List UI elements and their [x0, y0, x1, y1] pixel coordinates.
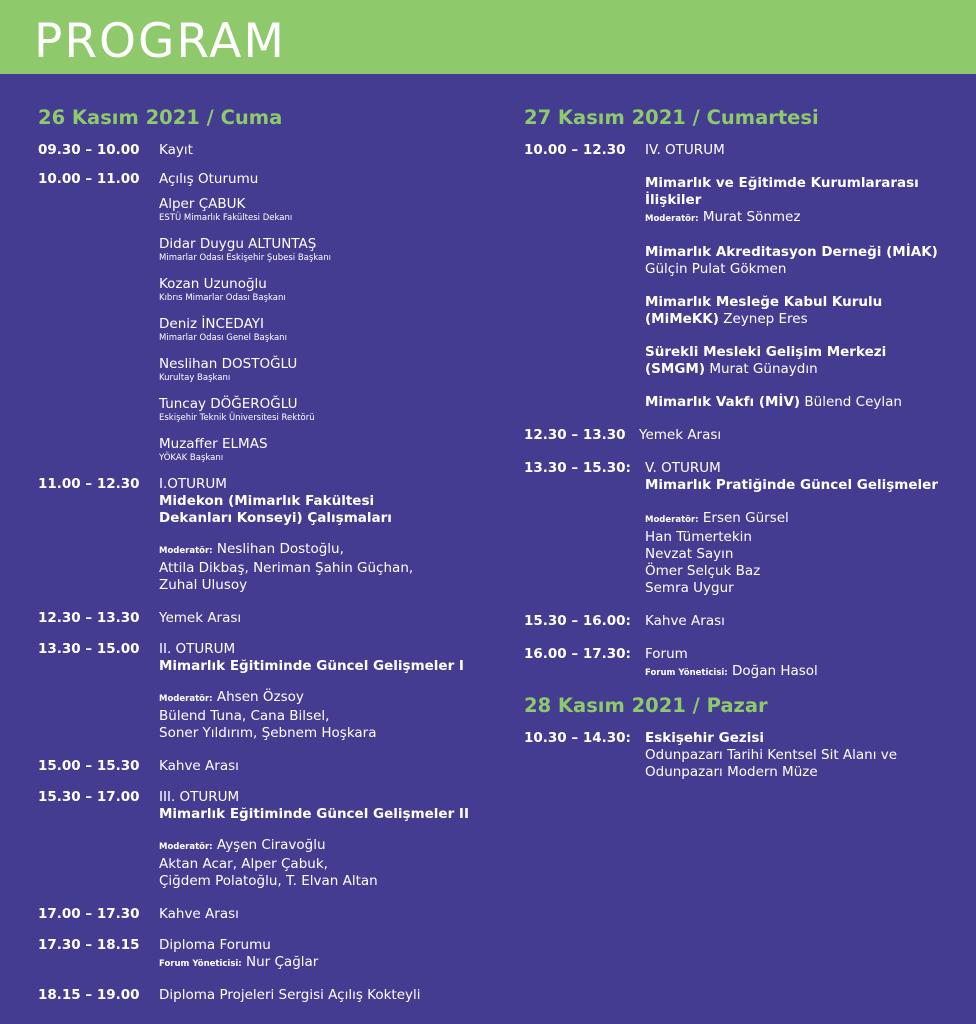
session-label: Açılış Oturumu [159, 171, 259, 187]
speaker: Alper ÇABUK ESTÜ Mimarlık Fakültesi Dekanı [159, 196, 293, 223]
session-time: 10.00 – 11.00 [38, 171, 140, 187]
day2-column [524, 106, 954, 781]
day1-column [38, 106, 478, 1004]
session-row: 15.30 – 16.00: Kahve Arası [524, 613, 725, 629]
session-row: 10.00 – 12.30 IV. OTURUM Mimarlık ve Eğitimde Kurumlararası İlişkiler Moderatör: Murat Sönmez Mimarlık Akreditasyon Derneği (MİAK) Gülçin Pulat Gökmen Mimarlık Mesleğe Kabul Kurulu (MiMeKK) Zeynep Eres Sürekli Mesleki Gelişim Merkezi (SMGM) Murat Günaydın Mimarlık Vakfı (MİV) Bülend Ceylan [524, 142, 938, 410]
session-row: 18.15 – 19.00 Diploma Projeleri Sergisi Açılış Kokteyli [38, 987, 421, 1003]
session-row: 16.00 – 17.30: Forum Forum Yöneticisi: Doğan Hasol [524, 646, 818, 679]
day3-title: 28 Kasım 2021 / Pazar [524, 694, 768, 717]
session-label: Kayıt [159, 142, 193, 158]
session-row: 13.30 – 15.30: V. OTURUM Mimarlık Pratiğinde Güncel Gelişmeler Moderatör: Ersen Gürsel Han Tümertekin Nevzat Sayın Ömer Selçuk Baz Semra Uygur [524, 460, 938, 596]
session-row: 15.30 – 17.00 III. OTURUM Mimarlık Eğitiminde Güncel Gelişmeler II Moderatör: Ayşen Ciravoğlu Aktan Acar, Alper Çabuk, Çiğdem Polatoğlu, T. Elvan Altan [38, 789, 469, 889]
speaker: Neslihan DOSTOĞLU Kurultay Başkanı [159, 356, 298, 383]
header-bar [0, 0, 976, 74]
speaker: Muzaffer ELMAS YÖKAK Başkanı [159, 436, 268, 463]
speaker: Tuncay DÖĞEROĞLU Eskişehir Teknik Üniversitesi Rektörü [159, 396, 315, 423]
session-row [38, 171, 478, 464]
session-row: 15.00 – 15.30 Kahve Arası [38, 758, 239, 774]
session-row: 12.30 – 13.30 Yemek Arası [524, 427, 722, 443]
session-time: 11.00 – 12.30 [38, 476, 140, 492]
session-row: 10.30 – 14.30: Eskişehir Gezisi Odunpazarı Tarihi Kentsel Sit Alanı ve Odunpazarı Modern Müze [524, 730, 898, 780]
session-row: 17.00 – 17.30 Kahve Arası [38, 906, 239, 922]
session-row [38, 476, 478, 594]
speaker: Kozan Uzunoğlu Kıbrıs Mimarlar Odası Başkanı [159, 276, 286, 303]
session-row: 17.30 – 18.15 Diploma Forumu Forum Yöneticisi: Nur Çağlar [38, 937, 319, 970]
speaker: Deniz İNCEDAYI Mimarlar Odası Genel Başkanı [159, 316, 287, 343]
session-content: I.OTURUM Midekon (Mimarlık Fakültesi Dekanları Konseyi) Çalışmaları Moderatör: Neslihan Dostoğlu, Attila Dikbaş, Neriman Şahin Güçhan, Zuhal Ulusoy [159, 476, 414, 593]
session-content [159, 171, 478, 464]
session-row: 13.30 – 15.00 II. OTURUM Mimarlık Eğitiminde Güncel Gelişmeler I Moderatör: Ahsen Özsoy Bülend Tuna, Cana Bilsel, Soner Yıldırım, Şebnem Hoşkara [38, 641, 464, 741]
day2-title: 27 Kasım 2021 / Cumartesi [524, 106, 819, 129]
session-row: 12.30 – 13.30 Yemek Arası [38, 610, 242, 626]
page-title: PROGRAM [34, 14, 286, 69]
session-row [38, 142, 478, 159]
session-time: 09.30 – 10.00 [38, 142, 140, 158]
speaker: Didar Duygu ALTUNTAŞ Mimarlar Odası Eskişehir Şubesi Başkanı [159, 236, 332, 263]
day1-title: 26 Kasım 2021 / Cuma [38, 106, 283, 129]
